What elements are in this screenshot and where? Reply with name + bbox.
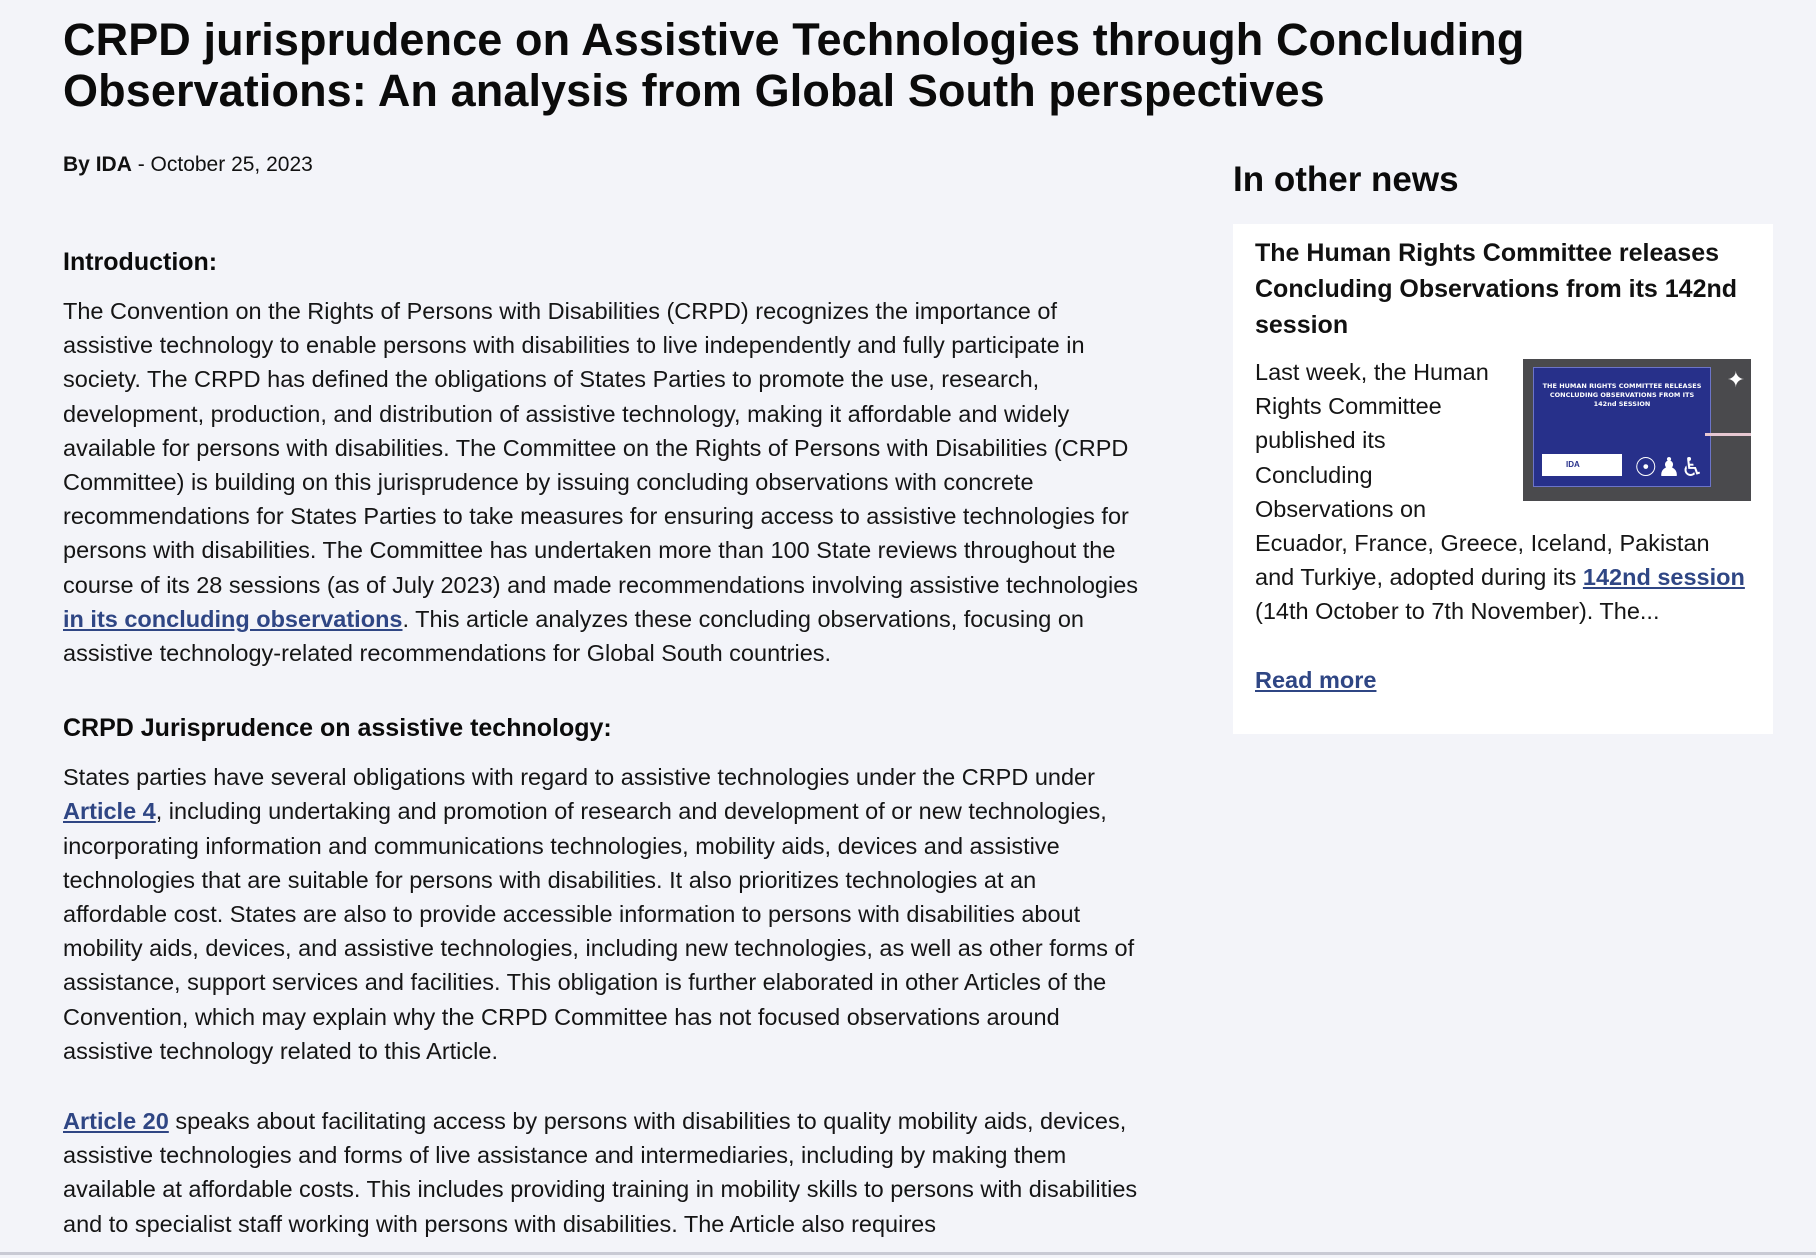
article-4-link[interactable]: Article 4 <box>63 798 156 825</box>
publish-date: October 25, 2023 <box>150 153 313 176</box>
thumbnail-bar <box>1705 433 1751 436</box>
news-body-1: Last week, the Human Rights Committee published its Concluding Observations on Ecuador, France, Greece, Iceland, Pakistan and Turkiye, adopted during its <box>1255 359 1710 591</box>
news-excerpt <box>1255 355 1751 629</box>
intro-paragraph <box>63 294 1143 670</box>
news-body-2: (14th October to 7th November). The... <box>1255 598 1660 625</box>
sparkle-icon: ✦ <box>1726 367 1745 392</box>
thumbnail-panel <box>1533 367 1711 487</box>
article-20-link[interactable]: Article 20 <box>63 1108 169 1135</box>
concluding-observations-link[interactable]: in its concluding observations <box>63 605 403 632</box>
author-name[interactable]: IDA <box>95 153 132 176</box>
people-icon: ☉♟♿ <box>1634 452 1704 482</box>
article-4-paragraph <box>63 760 1143 1068</box>
sidebar-title: In other news <box>1233 160 1459 199</box>
142nd-session-link[interactable]: 142nd session <box>1582 564 1745 591</box>
article-body <box>63 240 1143 1241</box>
byline <box>63 152 313 178</box>
intro-heading: Introduction: <box>63 248 218 276</box>
sidebar <box>1233 154 1773 734</box>
news-headline[interactable]: The Human Rights Committee releases Concluding Observations from its 142nd session <box>1255 239 1738 339</box>
byline-separator: - <box>131 153 151 176</box>
read-more-link[interactable]: Read more <box>1255 666 1377 693</box>
bottom-divider <box>0 1252 1816 1255</box>
byline-prefix: By <box>63 153 96 176</box>
article-20-paragraph <box>63 1104 1143 1241</box>
intro-text-1: The Convention on the Rights of Persons with Disabilities (CRPD) recognizes the importance of assistive technology to enable persons with disabilities to live independently and fully participate in society. The CRPD has defined the obligations of States Parties to promote the use, research, development, production, and distribution of assistive technology, making it affordable and widely available for persons with disabilities. The Committee on the Rights of Persons with Disabilities (CRPD Committee) is building on this jurisprudence by issuing concluding observations with concrete recommendations for States Parties to take measures for ensuring access to assistive technologies for persons with disabilities. The Committee has undertaken more than 100 State reviews throughout the course of its 28 sessions (as of July 2023) and made recommendations involving assistive technologies <box>63 298 1139 598</box>
news-card <box>1233 224 1773 734</box>
thumbnail-caption: THE HUMAN RIGHTS COMMITTEE RELEASES CONCLUDING OBSERVATIONS FROM ITS 142nd SESSION <box>1542 382 1702 408</box>
sec-text-1: States parties have several obligations with regard to assistive technologies under the CRPD under <box>63 764 1095 791</box>
sec-text-2: , including undertaking and promotion of research and development of or new technologies, incorporating information and communications technologies, mobility aids, devices and assistive technologies that are suitable for persons with disabilities. It also prioritizes technologies at an affordable cost. States are also to provide accessible information to persons with disabilities about mobility aids, devices, and assistive technologies, including new technologies, as well as other forms of assistance, support services and facilities. This obligation is further elaborated in other Articles of the Convention, which may explain why the CRPD Committee has not focused observations around assistive technology related to this Article. <box>63 798 1135 1064</box>
ida-logo: IDA <box>1542 454 1622 476</box>
news-thumbnail[interactable] <box>1523 359 1751 501</box>
page-title: CRPD jurisprudence on Assistive Technologies through Concluding Observations: An analysis from Global South perspectives <box>63 14 1525 116</box>
sec-text-3: speaks about facilitating access by persons with disabilities to quality mobility aids, devices, assistive technologies and forms of live assistance and intermediaries, including by making them available at affordable costs. This includes providing training in mobility skills to persons with disabilities and to specialist staff working with persons with disabilities. The Article also requires <box>63 1108 1138 1237</box>
section-heading: CRPD Jurisprudence on assistive technology: <box>63 714 612 743</box>
intro-text-2: . This article analyzes these concluding observations, focusing on assistive technology-related recommendations for Global South countries. <box>63 605 1084 667</box>
